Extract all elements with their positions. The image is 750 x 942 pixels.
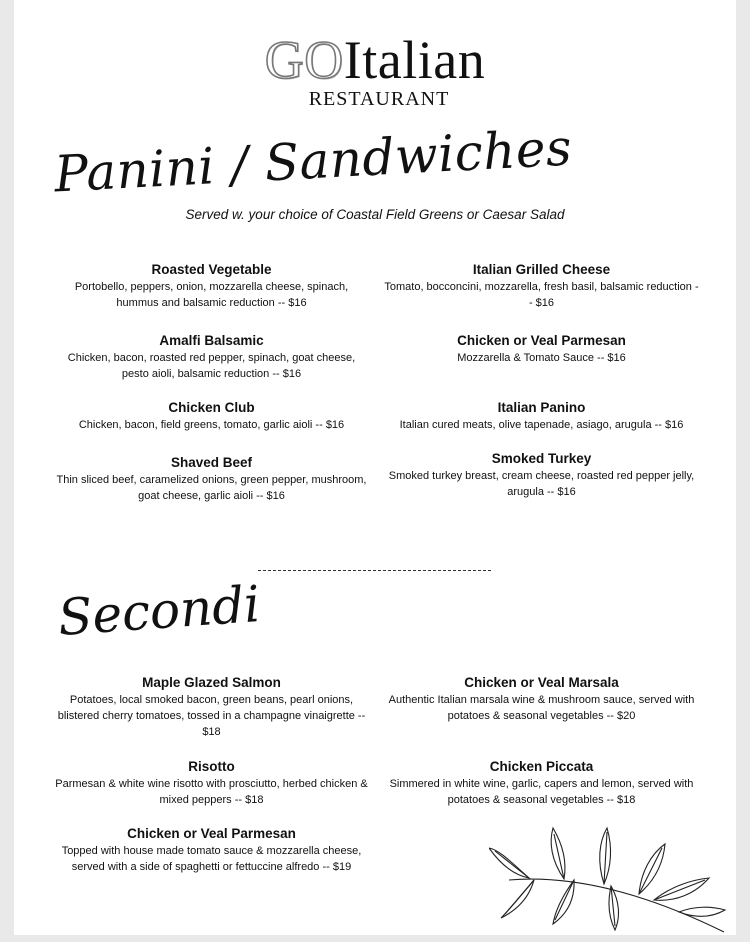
item-name: Roasted Vegetable: [151, 262, 272, 277]
menu-item-chicken-club: [54, 399, 369, 433]
menu-item-chicken-piccata: [384, 758, 699, 808]
item-description: Simmered in white wine, garlic, capers and lemon, served with potatoes & seasonal vegetables -- $18: [389, 778, 694, 806]
item-description: Smoked turkey breast, cream cheese, roasted red pepper jelly, arugula -- $16: [388, 470, 695, 498]
leaf-branch-icon: [489, 820, 729, 935]
menu-item-risotto: [54, 758, 369, 808]
item-name: Amalfi Balsamic: [159, 333, 264, 348]
item-description: Portobello, peppers, onion, mozzarella cheese, spinach, hummus and balsamic reduction -- $16: [74, 281, 349, 309]
item-name: Smoked Turkey: [491, 451, 592, 466]
secondi-heading: Secondi: [56, 575, 262, 647]
item-description: Authentic Italian marsala wine & mushroom sauce, served with potatoes & seasonal vegetables -- $20: [388, 694, 695, 722]
item-name: Risotto: [188, 759, 235, 774]
menu-item-maple-glazed-salmon: [54, 674, 369, 740]
menu-item-chicken-veal-parmesan-sandwich: [384, 332, 699, 366]
menu-item-amalfi-balsamic: [54, 332, 369, 382]
item-description: Thin sliced beef, caramelized onions, green pepper, mushroom, goat cheese, garlic aioli -- $16: [56, 474, 367, 502]
item-description: Topped with house made tomato sauce & mozzarella cheese, served with a side of spaghetti or fettuccine alfredo -- $19: [61, 845, 362, 873]
menu-page: [14, 0, 736, 935]
item-description: Chicken, bacon, roasted red pepper, spinach, goat cheese, pesto aioli, balsamic reduction -- $16: [67, 352, 356, 380]
menu-item-italian-grilled-cheese: [384, 261, 699, 311]
menu-item-chicken-veal-marsala: [384, 674, 699, 724]
item-name: Chicken or Veal Parmesan: [457, 333, 626, 348]
logo-wordmark: [14, 30, 736, 90]
logo-italian: Italian: [343, 30, 486, 90]
menu-item-chicken-veal-parmesan-entree: [54, 825, 369, 875]
item-description: Tomato, bocconcini, mozzarella, fresh basil, balsamic reduction -- $16: [384, 281, 699, 309]
menu-item-italian-panino: [384, 399, 699, 433]
logo-subtitle: RESTAURANT: [308, 88, 450, 110]
section-divider: [258, 570, 491, 571]
item-name: Chicken Piccata: [489, 759, 594, 774]
logo-go: GO: [264, 30, 344, 90]
restaurant-logo: [14, 30, 736, 111]
panini-heading: Panini / Sandwiches: [52, 118, 574, 204]
item-name: Chicken or Veal Marsala: [464, 675, 619, 690]
item-name: Italian Panino: [497, 400, 586, 415]
item-name: Chicken Club: [168, 400, 255, 415]
item-name: Maple Glazed Salmon: [142, 675, 281, 690]
item-description: Italian cured meats, olive tapenade, asiago, arugula -- $16: [399, 419, 684, 431]
item-name: Italian Grilled Cheese: [472, 262, 611, 277]
item-description: Chicken, bacon, field greens, tomato, garlic aioli -- $16: [78, 419, 345, 431]
menu-item-smoked-turkey: [384, 450, 699, 500]
item-name: Shaved Beef: [170, 455, 253, 470]
panini-tagline: Served w. your choice of Coastal Field Greens or Caesar Salad: [185, 207, 565, 222]
item-description: Parmesan & white wine risotto with prosciutto, herbed chicken & mixed peppers -- $18: [55, 778, 368, 806]
item-name: Chicken or Veal Parmesan: [127, 826, 296, 841]
menu-item-shaved-beef: [54, 454, 369, 504]
item-description: Mozzarella & Tomato Sauce -- $16: [457, 352, 626, 364]
menu-item-roasted-vegetable: [54, 261, 369, 311]
item-description: Potatoes, local smoked bacon, green beans, pearl onions, blistered cherry tomatoes, tossed in a champagne vinaigrette -- $18: [57, 694, 366, 738]
